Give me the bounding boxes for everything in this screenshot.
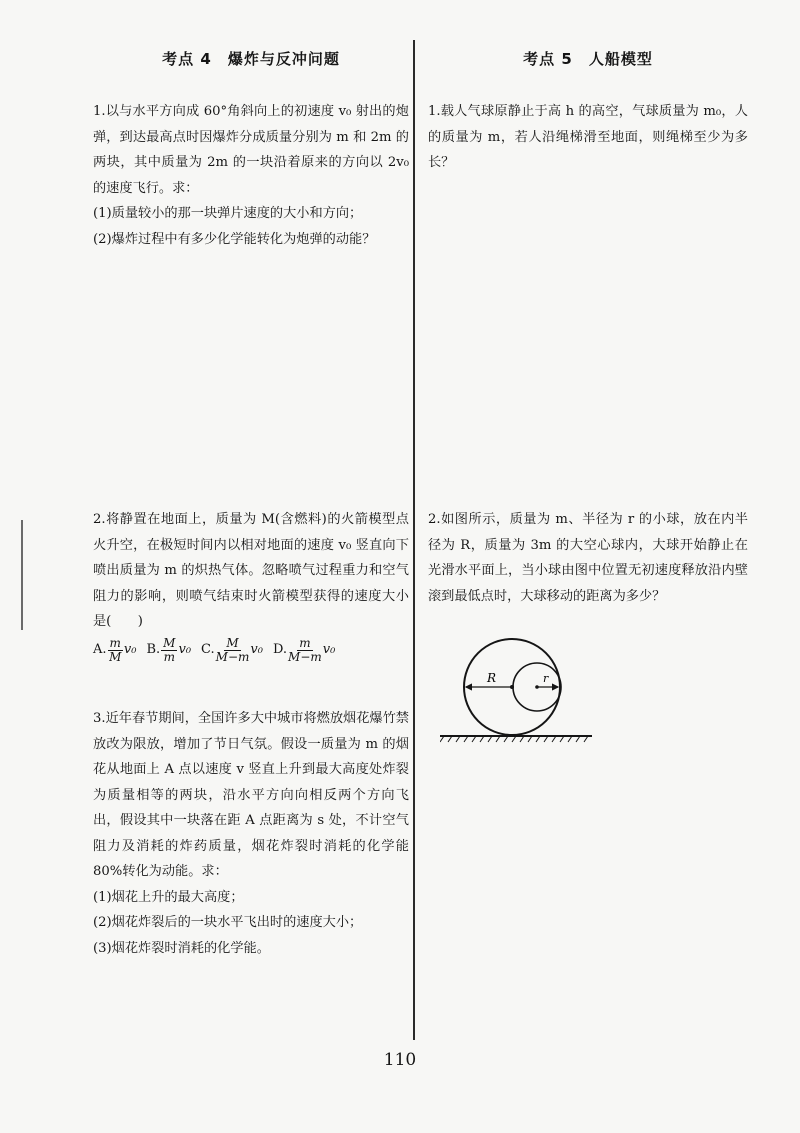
choice-tail: v₀ — [250, 642, 263, 658]
question-5-2 — [428, 507, 748, 609]
fraction — [288, 637, 322, 664]
question-text: 1.以与水平方向成 60°角斜向上的初速度 v₀ 射出的炮弹，到达最高点时因爆炸分成质量分别为 m 和 2m 的两块，其中质量为 2m 的一块沿着原来的方向以 2v₀ 的速度飞行。求： — [93, 104, 409, 196]
left-column — [93, 0, 409, 1133]
answer-choices — [93, 637, 409, 664]
choice-letter: A. — [93, 642, 107, 658]
choice-letter: B. — [146, 642, 161, 658]
numerator: M — [163, 635, 176, 650]
question-5-1 — [428, 99, 748, 176]
question-text: 3.近年春节期间，全国许多大中城市将燃放烟花爆竹禁放改为限放，增加了节日气氛。假设一质量为 m 的烟花从地面上 A 点以速度 v 竖直上升到最大高度处炸裂为质量相等的两块，沿水平方向向相反两个方向飞出，假设其中一块落在距 A 点距离为 s 处，不计空气阻力及消耗的炸药质量，烟花炸裂时消耗的化学能 80%转化为动能。求： — [93, 711, 409, 879]
question-part: (2)烟花炸裂后的一块水平飞出时的速度大小； — [93, 915, 363, 930]
fraction — [108, 637, 123, 664]
fraction — [161, 637, 177, 664]
choice-c — [201, 637, 263, 664]
numerator: m — [299, 635, 311, 650]
big-center-dot — [510, 685, 514, 689]
fraction — [216, 637, 250, 664]
question-text: 2.将静置在地面上，质量为 M(含燃料)的火箭模型点火升空，在极短时间内以相对地面的速度 v₀ 竖直向下喷出质量为 m 的炽热气体。忽略喷气过程重力和空气阻力的影响，则喷气结束时火箭模型获得的速度大小是( ) — [93, 512, 409, 629]
choice-letter: C. — [201, 642, 215, 658]
small-center-dot — [535, 685, 539, 689]
question-text: 1.载人气球原静止于高 h 的高空，气球质量为 m₀，人的质量为 m，若人沿绳梯滑至地面，则绳梯至少为多长？ — [428, 104, 748, 170]
page-edge-mark — [21, 520, 23, 630]
denominator: M — [109, 649, 122, 664]
question-part: (1)质量较小的那一块弹片速度的大小和方向； — [93, 206, 363, 221]
choice-letter: D. — [272, 642, 288, 658]
denominator: m — [163, 649, 176, 664]
big-radius-label: R — [487, 671, 497, 685]
column-divider — [413, 40, 415, 1040]
page-number: 110 — [383, 1050, 417, 1070]
question-part: (3)烟花炸裂时消耗的化学能。 — [93, 940, 270, 956]
denominator: M−m — [215, 649, 250, 664]
choice-d — [273, 637, 335, 664]
question-part: (1)烟花上升的最大高度； — [93, 889, 244, 905]
choice-a — [93, 637, 136, 664]
choice-tail: v₀ — [322, 642, 336, 658]
numerator: M — [226, 635, 239, 650]
question-4-3 — [93, 706, 409, 961]
question-4-1 — [93, 99, 409, 252]
question-4-2 — [93, 507, 409, 664]
choice-tail: v₀ — [123, 642, 137, 658]
question-text: 2.如图所示，质量为 m、半径为 r 的小球，放在内半径为 R，质量为 3m 的大空心球内，大球开始静止在光滑水平面上，当小球由图中位置无初速度释放沿内壁滚到最低点时，大球移动的距离为多少？ — [428, 512, 748, 604]
numerator: m — [109, 635, 121, 650]
section-heading-4: 考点 4 爆炸与反冲问题 — [162, 50, 340, 68]
question-part: (2)爆炸过程中有多少化学能转化为炮弹的动能？ — [93, 231, 376, 247]
small-radius-label: r — [543, 672, 549, 685]
sphere-diagram — [440, 638, 600, 748]
denominator: M−m — [288, 649, 322, 664]
choice-b — [146, 637, 191, 664]
right-column — [428, 0, 748, 1133]
choice-tail: v₀ — [178, 642, 192, 658]
section-heading-5: 考点 5 人船模型 — [523, 50, 653, 68]
